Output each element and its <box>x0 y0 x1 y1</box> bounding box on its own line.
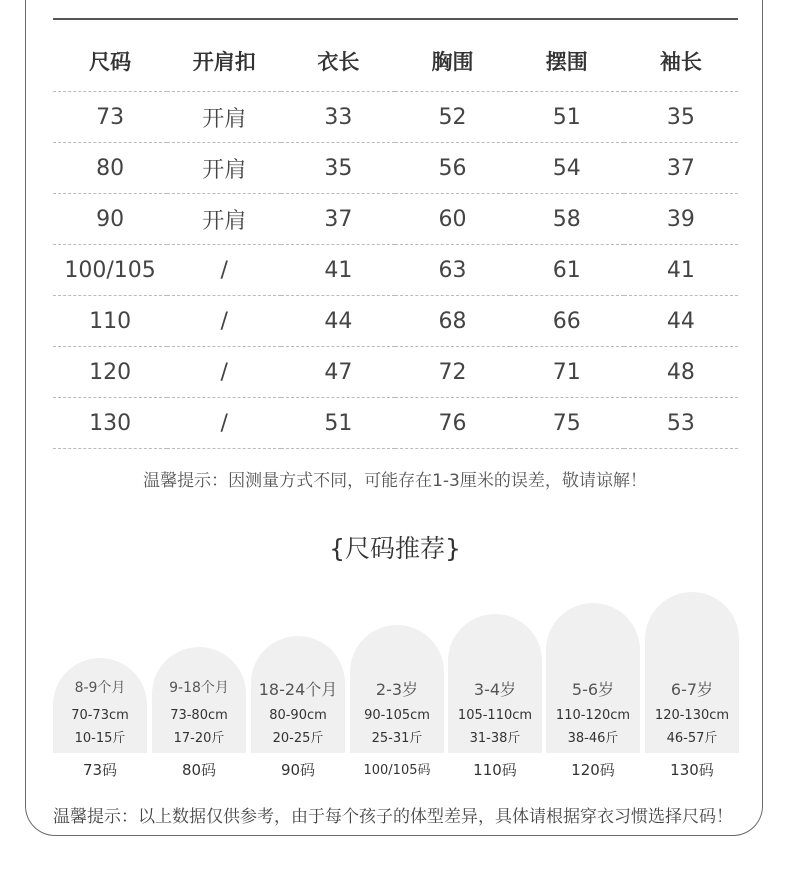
weight-range: 25-31斤 <box>371 731 423 746</box>
table-row <box>53 92 738 143</box>
age-label: 2-3岁 <box>375 680 419 699</box>
size-arch <box>53 658 147 753</box>
recommend-title: {尺码推荐} <box>329 534 461 563</box>
table-cell: 100/105 <box>53 245 167 296</box>
age-label: 6-7岁 <box>670 680 714 699</box>
height-range: 90-105cm <box>364 708 430 723</box>
size-arch <box>251 636 345 753</box>
table-cell: 60 <box>395 194 509 245</box>
size-arch <box>152 647 246 753</box>
table-cell: 41 <box>624 245 738 296</box>
table-cell: / <box>167 398 281 449</box>
table-cell: 33 <box>281 92 395 143</box>
table-cell: 47 <box>281 347 395 398</box>
weight-range: 10-15斤 <box>74 731 126 746</box>
age-label: 18-24个月 <box>258 680 338 699</box>
height-range: 73-80cm <box>170 708 228 723</box>
weight-range: 38-46斤 <box>567 731 619 746</box>
table-cell: 73 <box>53 92 167 143</box>
recommended-size: 110码 <box>473 761 517 779</box>
size-arch <box>645 592 739 753</box>
size-arch <box>350 625 444 753</box>
age-label: 3-4岁 <box>473 680 517 699</box>
reference-tip: 温馨提示：以上数据仅供参考，由于每个孩子的体型差异，具体请根据穿衣习惯选择尺码！ <box>53 807 733 827</box>
header-chest: 胸围 <box>395 30 509 92</box>
table-row <box>53 245 738 296</box>
header-sleeve: 袖长 <box>624 30 738 92</box>
table-cell: 56 <box>395 143 509 194</box>
table-cell: 75 <box>510 398 624 449</box>
top-divider <box>53 18 738 20</box>
measurement-tip: 温馨提示：因测量方式不同，可能存在1-3厘米的误差，敬请谅解！ <box>143 471 647 491</box>
recommended-size: 73码 <box>82 761 118 779</box>
table-cell: 35 <box>281 143 395 194</box>
table-cell: / <box>167 245 281 296</box>
table-cell: 44 <box>281 296 395 347</box>
table-cell: 44 <box>624 296 738 347</box>
size-arch <box>448 614 542 753</box>
table-cell: 53 <box>624 398 738 449</box>
table-cell: 51 <box>281 398 395 449</box>
table-cell: 48 <box>624 347 738 398</box>
table-cell: 68 <box>395 296 509 347</box>
table-row <box>53 143 738 194</box>
table-row <box>53 398 738 449</box>
table-cell: 72 <box>395 347 509 398</box>
table-cell: 54 <box>510 143 624 194</box>
table-cell: 37 <box>281 194 395 245</box>
table-cell: / <box>167 347 281 398</box>
table-row <box>53 347 738 398</box>
table-cell: 52 <box>395 92 509 143</box>
table-cell: 41 <box>281 245 395 296</box>
height-range: 105-110cm <box>457 708 533 723</box>
height-range: 110-120cm <box>555 708 631 723</box>
table-cell: 39 <box>624 194 738 245</box>
table-cell: 66 <box>510 296 624 347</box>
table-cell: 130 <box>53 398 167 449</box>
table-cell: 110 <box>53 296 167 347</box>
weight-range: 20-25斤 <box>272 731 324 746</box>
height-range: 70-73cm <box>71 708 129 723</box>
table-cell: 35 <box>624 92 738 143</box>
table-cell: 63 <box>395 245 509 296</box>
table-row <box>53 194 738 245</box>
table-cell: 51 <box>510 92 624 143</box>
table-header-row <box>53 30 738 92</box>
recommended-size: 100/105码 <box>363 763 431 778</box>
header-hem: 摆围 <box>510 30 624 92</box>
table-cell: / <box>167 296 281 347</box>
table-cell: 58 <box>510 194 624 245</box>
table-cell: 开肩 <box>167 194 281 245</box>
age-label: 5-6岁 <box>571 680 615 699</box>
header-size: 尺码 <box>53 30 167 92</box>
table-cell: 开肩 <box>167 92 281 143</box>
table-cell: 120 <box>53 347 167 398</box>
recommended-size: 80码 <box>181 761 217 779</box>
table-cell: 80 <box>53 143 167 194</box>
height-range: 80-90cm <box>269 708 327 723</box>
table-cell: 76 <box>395 398 509 449</box>
recommended-size: 120码 <box>571 761 615 779</box>
table-cell: 90 <box>53 194 167 245</box>
weight-range: 17-20斤 <box>173 731 225 746</box>
table-row <box>53 296 738 347</box>
header-length: 衣长 <box>281 30 395 92</box>
header-shoulder-button: 开肩扣 <box>167 30 281 92</box>
age-label: 9-18个月 <box>169 680 229 696</box>
table-cell: 开肩 <box>167 143 281 194</box>
table-cell: 61 <box>510 245 624 296</box>
weight-range: 46-57斤 <box>666 731 718 746</box>
age-label: 8-9个月 <box>74 680 126 696</box>
size-arch <box>546 603 640 753</box>
recommended-size: 130码 <box>670 761 714 779</box>
recommended-size: 90码 <box>280 761 316 779</box>
height-range: 120-130cm <box>654 708 730 723</box>
size-chart-table <box>53 30 738 449</box>
table-cell: 37 <box>624 143 738 194</box>
table-cell: 71 <box>510 347 624 398</box>
weight-range: 31-38斤 <box>469 731 521 746</box>
